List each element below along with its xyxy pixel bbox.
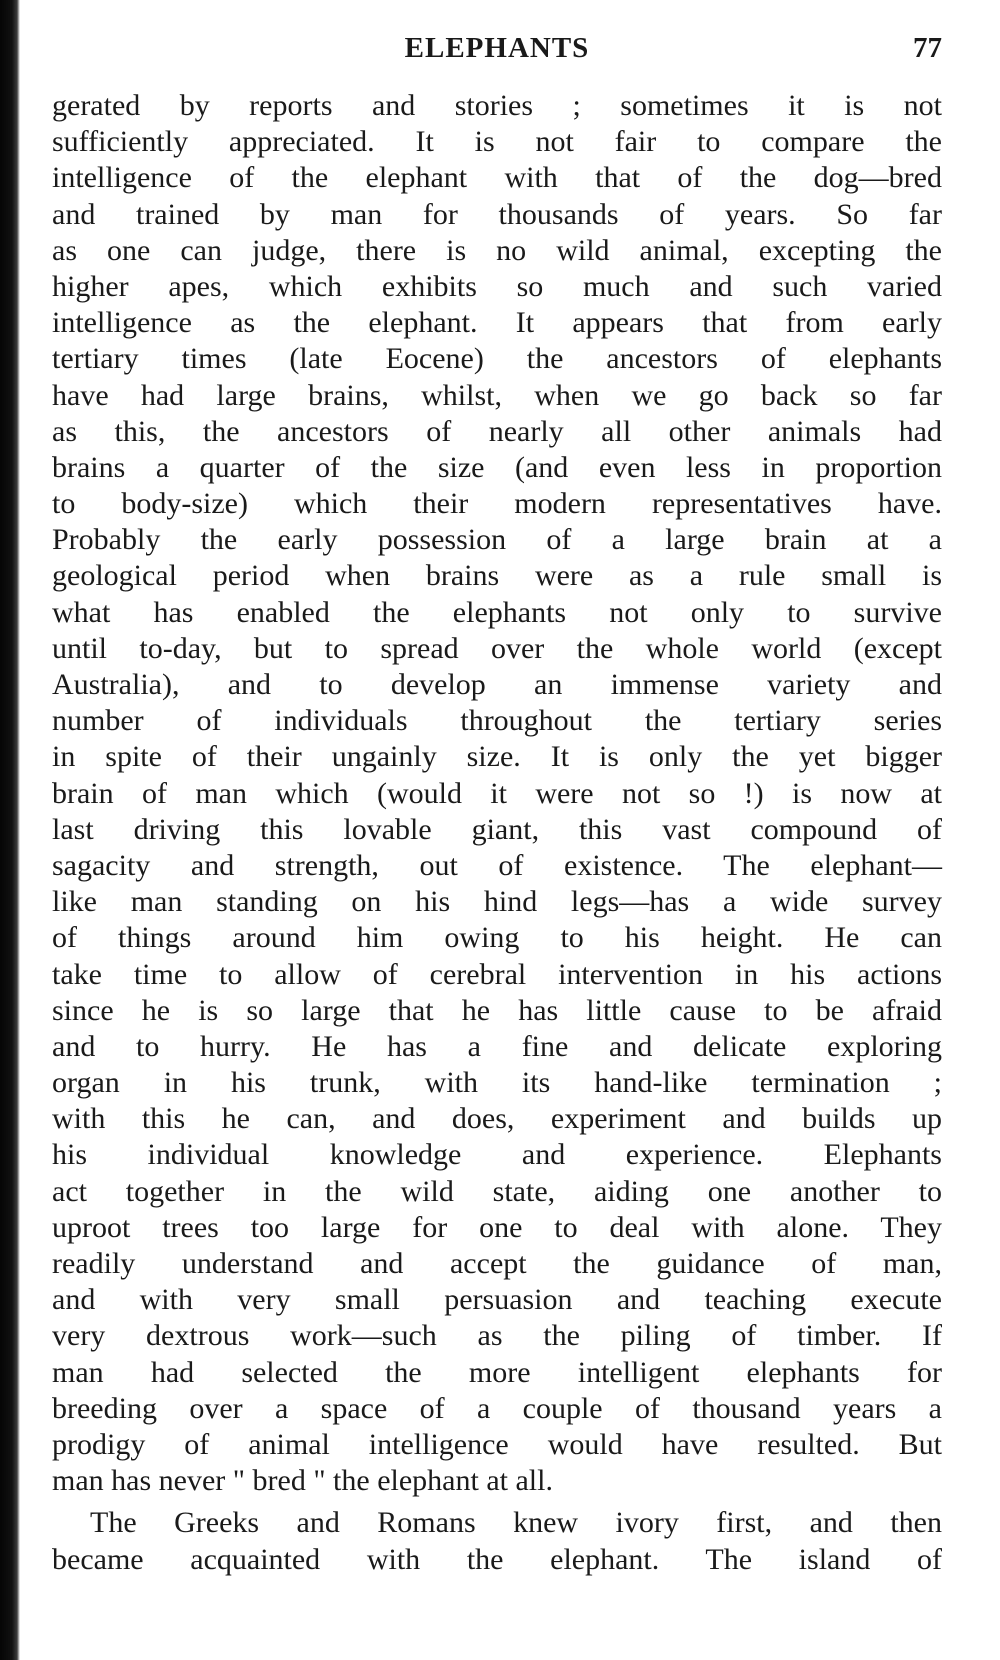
text-line: The Greeks and Romans knew ivory first, and then [90,1506,942,1540]
text-line: his individual knowledge and experience. Elephants [52,1138,942,1172]
running-title: ELEPHANTS [404,32,590,64]
text-line: as one can judge, there is no wild animal, excepting the [52,233,942,267]
text-line: organ in his trunk, with its hand-like termination ; [52,1066,942,1100]
text-line: act together in the wild state, aiding one another to [52,1174,942,1208]
text-line: and to hurry. He has a fine and delicate exploring [52,1029,942,1063]
text-line: Australia), and to develop an immense variety and [52,668,942,701]
text-line: geological period when brains were as a rule small is [52,559,942,593]
text-line: became acquainted with the elephant. The island of [52,1542,942,1576]
text-line: of things around him owing to his height. He can [52,921,942,955]
text-line: number of individuals throughout the tertiary series [52,704,942,738]
text-line: with this he can, and does, experiment and builds up [52,1102,942,1136]
text-line: uproot trees too large for one to deal with alone. They [52,1210,942,1244]
text-line: man had selected the more intelligent elephants for [52,1355,942,1389]
text-line: sufficiently appreciated. It is not fair to compare the [52,125,942,159]
text-line: in spite of their ungainly size. It is only the yet bigger [52,740,942,774]
page-binding-edge [0,0,20,1660]
text-line: intelligence as the elephant. It appears that from early [52,306,942,340]
text-line: last driving this lovable giant, this vast compound of [52,812,942,846]
text-line: intelligence of the elephant with that of the dog—bred [52,161,942,195]
text-line: very dextrous work—such as the piling of timber. If [52,1319,942,1353]
text-line: readily understand and accept the guidance of man, [52,1247,942,1280]
text-line: breeding over a space of a couple of thousand years a [52,1391,942,1425]
text-line: have had large brains, whilst, when we go back so far [52,378,942,412]
text-line: man has never " bred " the elephant at all. [52,1464,553,1498]
text-line: and trained by man for thousands of years. So far [52,197,942,231]
text-line: brains a quarter of the size (and even less in proportion [52,450,942,484]
paragraph [52,1505,942,1577]
text-line: to body-size) which their modern representatives have. [52,487,942,521]
body-text [52,88,942,1578]
text-line: and with very small persuasion and teaching execute [52,1283,942,1317]
text-line: higher apes, which exhibits so much and such varied [52,269,942,303]
text-line: gerated by reports and stories ; sometimes it is not [52,89,942,122]
running-header [52,32,942,72]
paragraph [52,88,942,1499]
text-line: tertiary times (late Eocene) the ancestors of elephants [52,342,942,376]
text-line: as this, the ancestors of nearly all other animals had [52,414,942,448]
page-number: 77 [913,32,942,64]
text-line: like man standing on his hind legs—has a wide survey [52,885,942,919]
text-line: until to-day, but to spread over the whole world (except [52,631,942,665]
text-line: Probably the early possession of a large brain at a [52,523,942,557]
text-line: what has enabled the elephants not only to survive [52,595,942,629]
text-line: sagacity and strength, out of existence. The elephant— [52,848,942,882]
text-line: prodigy of animal intelligence would have resulted. But [52,1427,942,1461]
text-line: since he is so large that he has little cause to be afraid [52,993,942,1027]
text-line: take time to allow of cerebral intervention in his actions [52,957,942,991]
text-line: brain of man which (would it were not so !) is now at [52,776,942,810]
